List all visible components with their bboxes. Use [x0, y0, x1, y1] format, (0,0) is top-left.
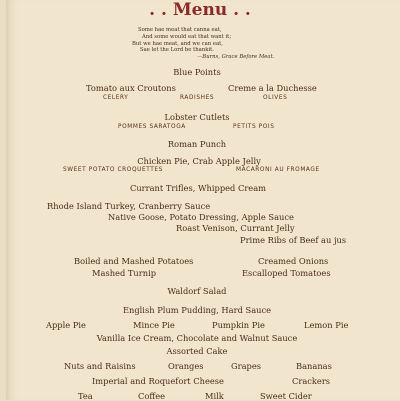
side-sweet-potato: SWEET POTATO CROQUETTES	[63, 167, 163, 173]
pie-mince: Mince Pie	[133, 320, 175, 330]
relish-radishes: RADISHES	[180, 95, 215, 101]
relish-olives: OLIVES	[263, 95, 288, 101]
drink-tea: Tea	[78, 391, 93, 401]
veg-potatoes: Boiled and Mashed Potatoes	[74, 256, 194, 266]
dessert-grapes: Grapes	[231, 361, 262, 371]
grace-line-3: But we hae meat, and we can eat,	[132, 41, 223, 47]
side-petits-pois: PETITS POIS	[233, 124, 275, 130]
course-blue-points: Blue Points	[173, 67, 221, 77]
dessert-oranges: Oranges	[168, 361, 204, 371]
course-waldorf: Waldorf Salad	[167, 286, 227, 296]
grace-line-4: Sae let the Lord be thankit.	[140, 47, 214, 53]
pie-lemon: Lemon Pie	[304, 320, 349, 330]
drink-cider: Sweet Cider	[260, 391, 312, 401]
course-chicken-pie: Chicken Pie, Crab Apple Jelly	[137, 156, 261, 166]
course-pudding: English Plum Pudding, Hard Sauce	[122, 305, 272, 315]
course-ice-cream: Vanilla Ice Cream, Chocolate and Walnut Sauce	[96, 333, 298, 343]
veg-onions: Creamed Onions	[258, 256, 329, 266]
course-assorted-cake: Assorted Cake	[166, 346, 228, 356]
course-cheese: Imperial and Roquefort Cheese	[92, 376, 224, 386]
pie-apple: Apple Pie	[46, 320, 86, 330]
dessert-nuts: Nuts and Raisins	[64, 361, 136, 371]
course-venison: Roast Venison, Currant Jelly	[176, 223, 295, 233]
side-macaroni: MACARONI AU FROMAGE	[236, 167, 320, 173]
side-pommes: POMMES SARATOGA	[118, 124, 186, 130]
dessert-bananas: Bananas	[296, 361, 332, 371]
course-prime-ribs: Prime Ribs of Beef au jus	[240, 235, 347, 245]
drink-coffee: Coffee	[138, 391, 166, 401]
course-goose: Native Goose, Potato Dressing, Apple Sauce	[108, 212, 294, 222]
veg-tomatoes: Escalloped Tomatoes	[242, 268, 331, 278]
course-crackers: Crackers	[292, 376, 331, 386]
course-lobster: Lobster Cutlets	[164, 112, 230, 122]
pie-pumpkin: Pumpkin Pie	[212, 320, 265, 330]
course-tomato: Tomato aux Croutons	[86, 83, 176, 93]
grace-line-2: And some would eat that want it;	[142, 34, 232, 40]
menu-title: . . Menu . .	[149, 0, 251, 20]
drink-milk: Milk	[205, 391, 224, 401]
course-currant-trifles: Currant Trifles, Whipped Cream	[129, 183, 267, 193]
veg-turnip: Mashed Turnip	[92, 268, 157, 278]
course-turkey: Rhode Island Turkey, Cranberry Sauce	[47, 201, 211, 211]
grace-line-1: Some hae meat that canna eat,	[138, 27, 222, 33]
relish-celery: CELERY	[103, 95, 129, 101]
course-roman-punch: Roman Punch	[167, 139, 227, 149]
course-creme: Creme a la Duchesse	[228, 83, 317, 93]
grace-attribution: —Burns, Grace Before Meat.	[197, 54, 275, 60]
